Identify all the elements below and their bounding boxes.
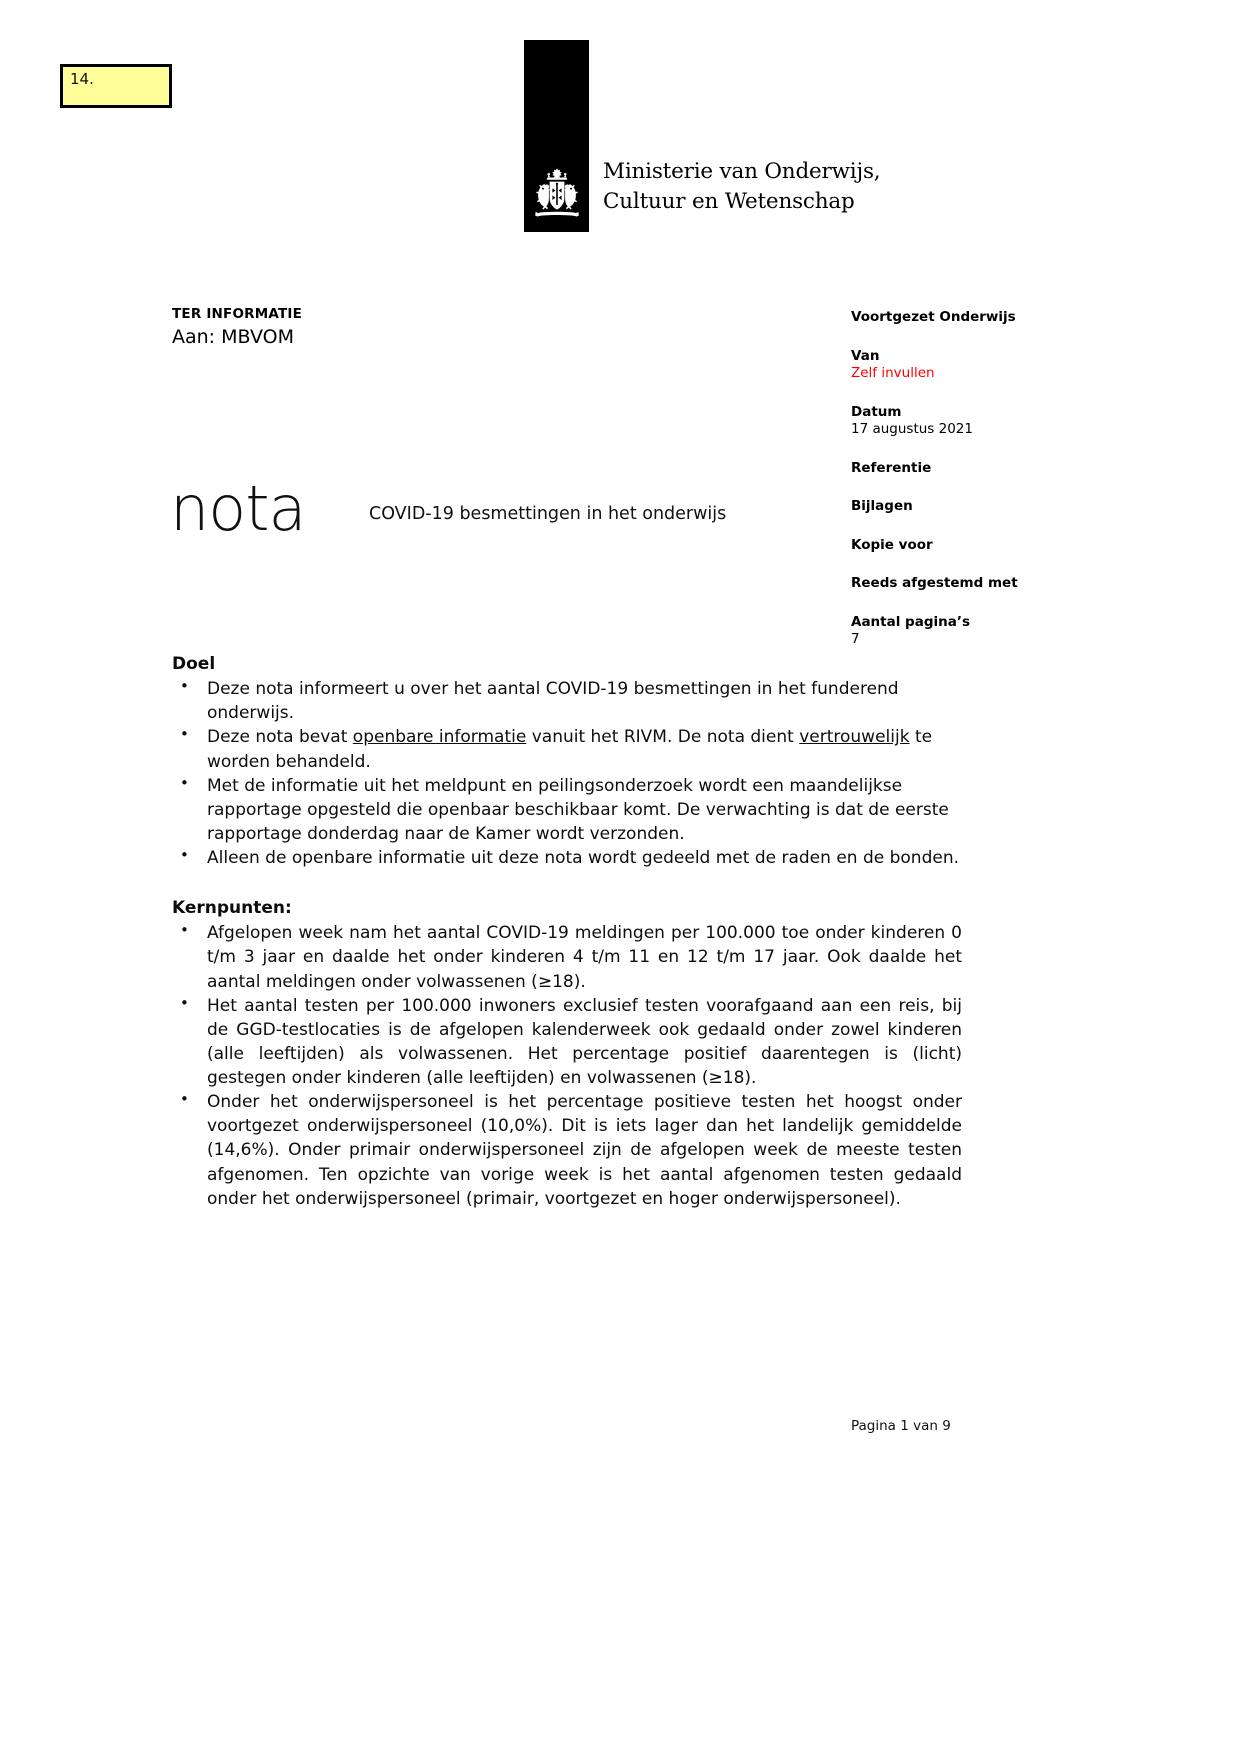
meta-datum-label: Datum [851,403,902,420]
emphasis-underlined-text: openbare informatie [352,727,527,748]
meta-reeds-afgestemd [851,575,1111,593]
bullet-text: te worden behandeld. [207,727,933,772]
list-item [172,725,962,773]
bullet-text: vanuit het RIVM. De nota dient [526,727,800,748]
meta-reeds-afgestemd-label: Reeds afgestemd met [851,575,1018,592]
bullet-text: Deze nota informeert u over het aantal COVID-19 besmettingen in het funderend onderwijs. [207,679,899,724]
bullet-text: Onder het onderwijspersoneel is het percentage positieve testen het hoogst onder voortgezet onderwijspersoneel (10,0%). Dit is iets lager dan het landelijk gemiddelde (14,6%). Onder primair onderwijspersoneel zijn de afgelopen week de meeste testen afgenomen. Ten opzichte van vorige week is het aantal afgenomen testen gedaald onder het onderwijspersoneel (primair, voortgezet en hoger onderwijspersoneel). [207,1092,962,1209]
meta-referentie [851,460,1111,478]
bullet-text: Alleen de openbare informatie uit deze nota wordt gedeeld met de raden en de bonden. [207,848,960,868]
meta-van [851,348,1111,383]
page-indicator: Pagina 1 van 9 [851,1418,951,1434]
meta-directorate-label: Voortgezet Onderwijs [851,309,1016,325]
kernpunten-heading: Kernpunten: [172,898,292,919]
list-item [172,921,962,993]
emphasis-underlined-text: vertrouwelijk [799,727,910,748]
document-body [172,652,962,1211]
kernpunten-bullet-list [172,921,962,1211]
meta-bijlagen-label: Bijlagen [851,498,913,515]
ministry-name: Ministerie van Onderwijs, Cultuur en Wetenschap [603,158,881,215]
list-item [172,846,962,870]
meta-bijlagen [851,498,1111,516]
dutch-coat-of-arms-icon [530,167,584,223]
meta-aantal-paginas-value: 7 [851,631,860,648]
document-type-title: nota [170,472,306,545]
meta-kopie-voor-label: Kopie voor [851,536,933,553]
document-metadata-sidebar [851,309,1111,670]
list-item [172,994,962,1091]
list-item [172,677,962,725]
list-item [172,774,962,846]
addressee-block [172,306,692,351]
ministry-logo [524,40,963,232]
meta-van-value: Zelf invullen [851,365,935,382]
doel-bullet-list [172,677,962,870]
document-subject: COVID-19 besmettingen in het onderwijs [369,504,727,524]
logo-black-bar [524,40,589,232]
classification-label: TER INFORMATIE [172,306,303,322]
bullet-text: Deze nota bevat [207,727,353,748]
bullet-text: Het aantal testen per 100.000 inwoners exclusief testen voorafgaand aan een reis, bij de GGD-testlocaties is de afgelopen kalenderweek ook gedaald onder zowel kinderen (alle leeftijden) als volwassenen. Het percentage positief daarentegen is (licht) gestegen onder kinderen (alle leeftijden) en volwassenen (≥18). [207,995,962,1088]
meta-kopie-voor [851,537,1111,555]
meta-datum [851,404,1111,439]
meta-aantal-paginas-label: Aantal pagina’s [851,613,971,630]
meta-directorate [851,309,1111,327]
meta-aantal-paginas [851,614,1111,649]
sticky-note-annotation [60,64,172,108]
meta-referentie-label: Referentie [851,459,932,476]
meta-datum-value: 17 augustus 2021 [851,421,973,438]
doel-heading: Doel [172,654,216,674]
meta-van-label: Van [851,347,880,364]
recipient-line: Aan: MBVOM [172,325,294,348]
list-item [172,1090,962,1211]
bullet-text: Met de informatie uit het meldpunt en peilingsonderzoek wordt een maandelijkse rapportage opgesteld die openbaar beschikbaar komt. De verwachting is dat de eerste rapportage donderdag naar de Kamer wordt verzonden. [207,775,949,844]
bullet-text: Afgelopen week nam het aantal COVID-19 meldingen per 100.000 toe onder kinderen 0 t/m 3 jaar en daalde het onder kinderen 4 t/m 11 en 12 t/m 17 jaar. Ook daalde het aantal meldingen onder volwassenen (≥18). [207,923,962,992]
sticky-note-text: 14. [70,70,94,88]
